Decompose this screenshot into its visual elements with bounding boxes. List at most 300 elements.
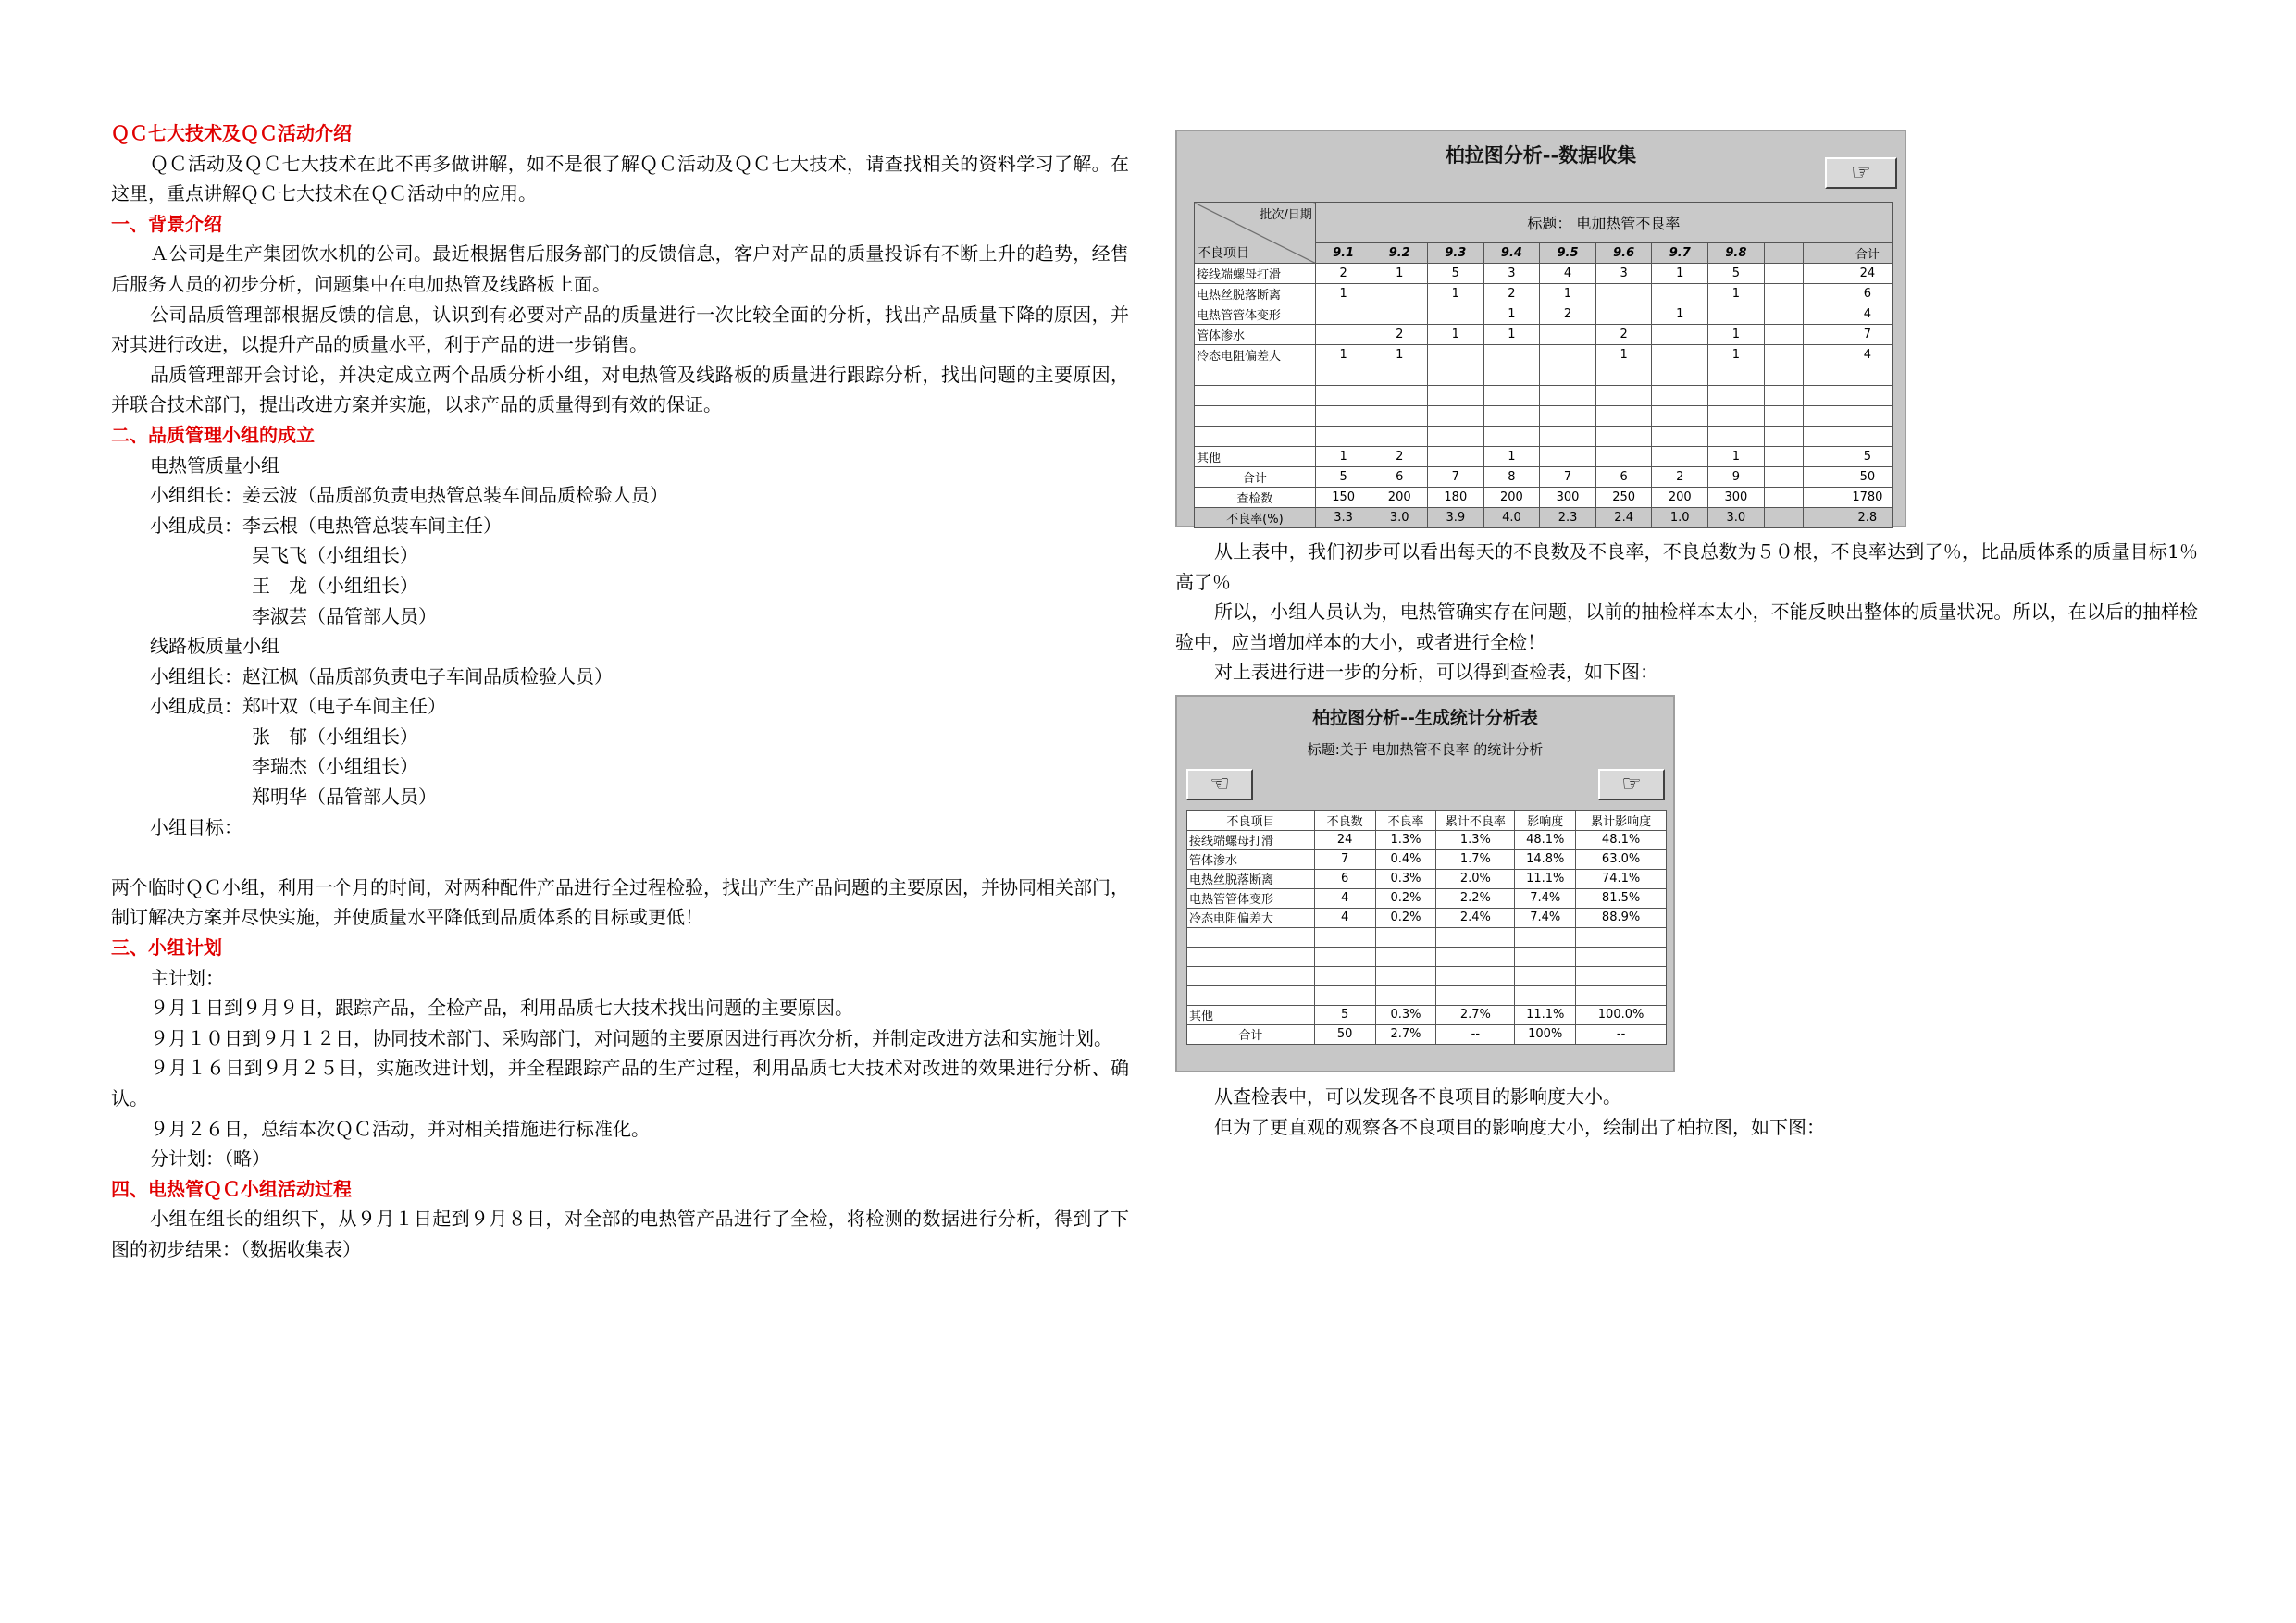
table-cell [1652, 325, 1708, 345]
corner-bottom-label: 不良项目 [1198, 246, 1249, 261]
table-cell: 3 [1595, 264, 1652, 284]
table-cell [1804, 325, 1843, 345]
table-cell: 7.4% [1515, 888, 1576, 908]
row-label-cell: 电热丝脱落断离 [1195, 284, 1316, 304]
table-cell: 81.5% [1576, 888, 1667, 908]
table-row [1187, 1005, 1667, 1024]
statistics-title: 柏拉图分析--生成统计分析表 [1312, 707, 1538, 728]
pointing-hand-right-icon: ☞ [1621, 770, 1642, 797]
table-cell [1515, 966, 1576, 985]
table-cell: 1 [1371, 345, 1428, 365]
row-total-cell [1843, 386, 1892, 406]
row-total-cell: 6 [1843, 284, 1892, 304]
data-collection-table [1194, 202, 1893, 528]
pointing-hand-right-icon: ☞ [1851, 159, 1871, 185]
section-heading-process: 四、电热管ＱＣ小组活动过程 [111, 1177, 352, 1200]
table-cell [1764, 304, 1804, 325]
row-label-cell: 管体渗水 [1187, 849, 1315, 869]
group-1-name: 电热管质量小组 [150, 453, 279, 477]
table-cell: -- [1436, 1024, 1515, 1044]
row-label-cell: 电热丝脱落断离 [1187, 869, 1315, 888]
background-paragraph-3: 品质管理部开会讨论，并决定成立两个品质分析小组，对电热管及线路板的质量进行跟踪分析，找出问题的主要原因，并联合技术部门，提出改进方案并实施，以求产品的质量得到有效的保证。 [111, 363, 1129, 416]
table-cell: 8 [1483, 467, 1540, 488]
table-cell [1652, 284, 1708, 304]
row-label-cell: 查检数 [1195, 488, 1316, 508]
data-collection-title: 柏拉图分析--数据收集 [1445, 144, 1637, 167]
table-cell [1515, 985, 1576, 1005]
table-cell: 2 [1371, 325, 1428, 345]
table-cell [1375, 985, 1436, 1005]
plan-item-4: ９月２６日，总结本次ＱＣ活动，并对相关措施进行标准化。 [150, 1117, 650, 1140]
table-cell [1540, 365, 1596, 386]
row-total-cell: 5 [1843, 447, 1892, 467]
table-cell: 2 [1483, 284, 1540, 304]
column-header: 影响度 [1515, 810, 1576, 830]
table-cell [1804, 386, 1843, 406]
table-cell [1764, 447, 1804, 467]
table-cell: 2.3 [1540, 508, 1596, 528]
table-cell [1595, 406, 1652, 427]
table-cell [1540, 325, 1596, 345]
spacer [111, 842, 1129, 873]
table-cell [1315, 325, 1371, 345]
table-cell: 1 [1708, 284, 1765, 304]
table-cell [1764, 284, 1804, 304]
table-cell: 3 [1483, 264, 1540, 284]
plan-sub-label: 分计划：（略） [150, 1147, 270, 1171]
table-cell: 100.0% [1576, 1005, 1667, 1024]
table-cell: 100% [1515, 1024, 1576, 1044]
analysis-paragraph-3: 对上表进行进一步的分析，可以得到查检表，如下图： [1214, 661, 1658, 684]
table-cell [1314, 927, 1375, 947]
plan-main-label: 主计划： [150, 966, 224, 989]
row-label-cell: 合计 [1195, 467, 1316, 488]
table-cell [1804, 345, 1843, 365]
right-column [1175, 130, 2198, 1142]
table-cell [1371, 386, 1428, 406]
table-cell [1764, 508, 1804, 528]
table-cell [1708, 304, 1765, 325]
table-cell: 6 [1595, 467, 1652, 488]
data-collection-panel [1175, 130, 1906, 527]
table-cell: 4 [1540, 264, 1596, 284]
table-cell: 0.3% [1375, 1005, 1436, 1024]
table-cell: 1 [1315, 345, 1371, 365]
date-header-cell [1804, 243, 1843, 264]
date-header-cell: 9.7 [1652, 243, 1708, 264]
table-cell [1764, 365, 1804, 386]
table-row [1195, 264, 1893, 284]
row-total-cell: 2.8 [1843, 508, 1892, 528]
table-cell [1436, 927, 1515, 947]
table-cell: 48.1% [1576, 830, 1667, 849]
row-total-cell: 4 [1843, 345, 1892, 365]
table-cell: 1 [1371, 264, 1428, 284]
table-cell: 1.3% [1375, 830, 1436, 849]
table-cell [1371, 427, 1428, 447]
corner-top-label: 批次/日期 [1260, 208, 1312, 222]
table-row [1195, 345, 1893, 365]
row-total-cell [1843, 365, 1892, 386]
table-row [1195, 488, 1893, 508]
table-cell [1764, 345, 1804, 365]
corner-cell [1195, 203, 1316, 264]
table-cell [1540, 447, 1596, 467]
table-cell [1652, 427, 1708, 447]
table-row [1187, 888, 1667, 908]
table-cell [1428, 345, 1484, 365]
table-cell [1804, 264, 1843, 284]
table-cell: 2 [1652, 467, 1708, 488]
table-cell [1764, 488, 1804, 508]
table-cell: 1 [1708, 447, 1765, 467]
table-cell [1652, 345, 1708, 365]
table-cell: 4 [1314, 888, 1375, 908]
table-cell: 2.4 [1595, 508, 1652, 528]
table-cell [1804, 508, 1843, 528]
row-label-cell: 管体渗水 [1195, 325, 1316, 345]
group-2-leader: 小组组长：赵江枫（品质部负责电子车间品质检验人员） [150, 664, 613, 688]
table-cell [1764, 264, 1804, 284]
table-cell: 1.3% [1436, 830, 1515, 849]
table-cell: 6 [1371, 467, 1428, 488]
table-cell: 1 [1315, 284, 1371, 304]
goal-label: 小组目标： [150, 815, 242, 838]
table-cell [1314, 985, 1375, 1005]
date-header-cell: 9.2 [1371, 243, 1428, 264]
group-1-leader: 小组组长：姜云波（品质部负责电热管总装车间品质检验人员） [150, 484, 668, 507]
table-cell: 5 [1428, 264, 1484, 284]
plan-item-1: ９月１日到９月９日，跟踪产品，全检产品，利用品质七大技术找出问题的主要原因。 [150, 997, 853, 1020]
table-cell [1428, 447, 1484, 467]
table-cell: 6 [1314, 869, 1375, 888]
row-label-cell [1187, 927, 1315, 947]
table-cell [1576, 947, 1667, 966]
document-title: ＱＣ七大技术及ＱＣ活动介绍 [111, 122, 352, 144]
table-cell [1708, 386, 1765, 406]
table-row [1195, 427, 1893, 447]
row-label-cell: 接线端螺母打滑 [1195, 264, 1316, 284]
previous-page-button[interactable] [1186, 769, 1253, 800]
table-cell: 0.3% [1375, 869, 1436, 888]
table-cell: 200 [1371, 488, 1428, 508]
table-cell: -- [1576, 1024, 1667, 1044]
table-cell: 0.2% [1375, 908, 1436, 927]
row-label-cell [1187, 985, 1315, 1005]
table-cell: 48.1% [1515, 830, 1576, 849]
table-cell: 2 [1371, 447, 1428, 467]
statistics-panel [1175, 695, 1675, 1072]
table-row [1195, 304, 1893, 325]
table-cell: 1 [1483, 325, 1540, 345]
table-cell [1540, 345, 1596, 365]
group-1-member: 小组成员：李云根（电热管总装车间主任） [150, 514, 502, 537]
statistics-table [1186, 810, 1667, 1045]
table-cell: 2.4% [1436, 908, 1515, 927]
table-cell: 1 [1540, 284, 1596, 304]
table-cell: 1 [1315, 447, 1371, 467]
table-cell: 7.4% [1515, 908, 1576, 927]
table-cell: 50 [1314, 1024, 1375, 1044]
table-cell: 1 [1652, 264, 1708, 284]
background-paragraph-1: Ａ公司是生产集团饮水机的公司。最近根据售后服务部门的反馈信息，客户对产品的质量投诉有不断上升的趋势，经售后服务人员的初步分析，问题集中在电加热管及线路板上面。 [111, 242, 1129, 295]
table-cell: 74.1% [1576, 869, 1667, 888]
table-cell: 150 [1315, 488, 1371, 508]
table-row [1187, 927, 1667, 947]
table-cell: 1 [1428, 325, 1484, 345]
row-total-cell [1843, 406, 1892, 427]
table-row [1187, 908, 1667, 927]
table-cell: 3.0 [1708, 508, 1765, 528]
table-cell [1515, 927, 1576, 947]
table-cell: 5 [1315, 467, 1371, 488]
table-cell [1595, 447, 1652, 467]
table-cell: 1 [1708, 325, 1765, 345]
date-header-cell: 9.8 [1708, 243, 1765, 264]
row-total-cell: 4 [1843, 304, 1892, 325]
table-cell: 3.3 [1315, 508, 1371, 528]
table-cell: 1 [1483, 304, 1540, 325]
column-header: 不良率 [1375, 810, 1436, 830]
table-cell: 2.7% [1375, 1024, 1436, 1044]
date-header-cell [1764, 243, 1804, 264]
date-header-cell: 9.6 [1595, 243, 1652, 264]
date-header-cell: 9.4 [1483, 243, 1540, 264]
table-cell: 1 [1428, 284, 1484, 304]
row-total-cell: 24 [1843, 264, 1892, 284]
total-header-cell: 合计 [1843, 243, 1892, 264]
table-cell: 11.1% [1515, 869, 1576, 888]
table-row [1187, 985, 1667, 1005]
table-cell [1595, 386, 1652, 406]
table-header-row [1195, 203, 1893, 243]
table-cell: 5 [1314, 1005, 1375, 1024]
table-cell [1804, 427, 1843, 447]
table-cell [1652, 406, 1708, 427]
group-1-member: 吴飞飞（小组组长） [252, 544, 418, 567]
table-cell [1315, 304, 1371, 325]
table-cell [1595, 365, 1652, 386]
spacer [1175, 688, 2198, 695]
table-cell [1708, 427, 1765, 447]
table-cell: 14.8% [1515, 849, 1576, 869]
table-cell [1515, 947, 1576, 966]
column-header: 不良数 [1314, 810, 1375, 830]
table-cell [1483, 406, 1540, 427]
table-cell: 1 [1483, 447, 1540, 467]
table-cell: 88.9% [1576, 908, 1667, 927]
analysis-paragraph-1: 从上表中，我们初步可以看出每天的不良数及不良率，不良总数为５０根，不良率达到了％，比品质体系的质量目标1％高了％ [1175, 540, 2198, 593]
row-label-cell [1187, 947, 1315, 966]
table-cell [1652, 365, 1708, 386]
analysis-paragraph-2: 所以，小组人员认为，电热管确实存在问题，以前的抽检样本太小，不能反映出整体的质量状况。所以，在以后的抽样检验中，应当增加样本的大小，或者进行全检！ [1175, 601, 2198, 653]
table-row [1187, 849, 1667, 869]
table-cell: 3.0 [1371, 508, 1428, 528]
row-total-cell: 1780 [1843, 488, 1892, 508]
table-cell: 0.2% [1375, 888, 1436, 908]
table-cell: 7 [1428, 467, 1484, 488]
row-label-cell: 其他 [1195, 447, 1316, 467]
table-cell [1375, 927, 1436, 947]
date-header-cell: 9.1 [1315, 243, 1371, 264]
table-cell [1764, 427, 1804, 447]
table-cell [1540, 386, 1596, 406]
section-heading-team: 二、品质管理小组的成立 [111, 423, 315, 446]
table-cell [1436, 985, 1515, 1005]
table-cell [1804, 488, 1843, 508]
plan-item-2: ９月１０日到９月１２日，协同技术部门、采购部门，对问题的主要原因进行再次分析，并制定改进方法和实施计划。 [150, 1026, 1112, 1049]
table-row [1195, 365, 1893, 386]
table-cell: 9 [1708, 467, 1765, 488]
table-cell: 2 [1595, 325, 1652, 345]
group-1-member: 王 龙（小组组长） [252, 574, 418, 597]
table-cell [1595, 304, 1652, 325]
table-row [1187, 869, 1667, 888]
group-2-member: 张 郁（小组组长） [252, 725, 418, 748]
plan-item-3: ９月１６日到９月２５日，实施改进计划，并全程跟踪产品的生产过程，利用品质七大技术对改进的效果进行分析、确认。 [111, 1057, 1129, 1109]
row-label-cell: 电热管管体变形 [1195, 304, 1316, 325]
table-cell: 1 [1708, 345, 1765, 365]
table-row [1187, 1024, 1667, 1044]
intro-paragraph: ＱＣ活动及ＱＣ七大技术在此不再多做讲解，如不是很了解ＱＣ活动及ＱＣ七大技术，请查找相关的资料学习了解。在这里，重点讲解ＱＣ七大技术在ＱＣ活动中的应用。 [111, 152, 1129, 205]
table-cell: 200 [1652, 488, 1708, 508]
row-label-cell [1195, 406, 1316, 427]
group-2-member: 郑明华（品管部人员） [252, 786, 437, 809]
row-label-cell: 冷态电阻偏差大 [1187, 908, 1315, 927]
table-cell: 1 [1652, 304, 1708, 325]
process-paragraph: 小组在组长的组织下，从９月１日起到９月８日，对全部的电热管产品进行了全检，将检测的数据进行分析，得到了下图的初步结果：（数据收集表） [111, 1208, 1129, 1260]
table-cell [1371, 365, 1428, 386]
section-heading-background: 一、背景介绍 [111, 212, 222, 235]
section-heading-plan: 三、小组计划 [111, 936, 222, 960]
table-cell: 7 [1314, 849, 1375, 869]
background-paragraph-2: 公司品质管理部根据反馈的信息，认识到有必要对产品的质量进行一次比较全面的分析，找出产品质量下降的原因，并对其进行改进，以提升产品的质量水平，利于产品的进一步销售。 [111, 303, 1129, 356]
date-header-cell: 9.3 [1428, 243, 1484, 264]
table-cell [1576, 985, 1667, 1005]
table-cell [1371, 304, 1428, 325]
table-cell: 1 [1595, 345, 1652, 365]
spacer [1175, 1072, 2198, 1082]
row-total-cell [1843, 427, 1892, 447]
analysis-paragraph-4: 从查检表中，可以发现各不良项目的影响度大小。 [1214, 1084, 1621, 1108]
spacer [1175, 527, 2198, 537]
table-row [1187, 966, 1667, 985]
table-cell [1315, 386, 1371, 406]
table-row [1195, 406, 1893, 427]
table-cell [1804, 365, 1843, 386]
table-cell [1436, 966, 1515, 985]
column-header: 累计不良率 [1436, 810, 1515, 830]
table-cell [1652, 386, 1708, 406]
table-row [1187, 947, 1667, 966]
table-cell [1314, 947, 1375, 966]
table-cell: 2.2% [1436, 888, 1515, 908]
left-column [111, 118, 1129, 1265]
table-cell [1576, 927, 1667, 947]
row-label-cell [1195, 427, 1316, 447]
table-cell: 250 [1595, 488, 1652, 508]
column-header: 不良项目 [1187, 810, 1315, 830]
table-row [1195, 447, 1893, 467]
row-label-cell: 冷态电阻偏差大 [1195, 345, 1316, 365]
table-cell [1764, 386, 1804, 406]
table-cell [1375, 966, 1436, 985]
table-cell [1804, 447, 1843, 467]
table-cell [1804, 284, 1843, 304]
group-1-member: 李淑芸（品管部人员） [252, 604, 437, 627]
table-cell [1428, 427, 1484, 447]
table-cell: 24 [1314, 830, 1375, 849]
table-cell [1483, 386, 1540, 406]
table-cell [1436, 947, 1515, 966]
table-cell [1428, 386, 1484, 406]
next-page-button[interactable] [1598, 769, 1665, 800]
table-cell [1595, 427, 1652, 447]
table-cell [1371, 284, 1428, 304]
table-cell: 200 [1483, 488, 1540, 508]
row-label-cell: 接线端螺母打滑 [1187, 830, 1315, 849]
table-cell: 4 [1314, 908, 1375, 927]
table-cell [1652, 447, 1708, 467]
table-cell: 63.0% [1576, 849, 1667, 869]
table-row [1195, 325, 1893, 345]
table-cell [1708, 406, 1765, 427]
table-cell: 0.4% [1375, 849, 1436, 869]
table-row [1195, 467, 1893, 488]
table-cell [1764, 406, 1804, 427]
column-header: 累计影响度 [1576, 810, 1667, 830]
row-label-cell [1195, 365, 1316, 386]
pointing-hand-left-icon: ☜ [1210, 770, 1230, 797]
table-row [1195, 508, 1893, 528]
table-cell: 180 [1428, 488, 1484, 508]
table-cell: 1.7% [1436, 849, 1515, 869]
group-2-member: 李瑞杰（小组组长） [252, 755, 418, 778]
table-cell [1483, 365, 1540, 386]
row-label-cell: 电热管管体变形 [1187, 888, 1315, 908]
table-row [1195, 386, 1893, 406]
table-cell [1540, 406, 1596, 427]
table-cell [1375, 947, 1436, 966]
table-cell [1315, 365, 1371, 386]
table-cell [1708, 365, 1765, 386]
table-subtitle: 标题： 电加热管不良率 [1315, 203, 1892, 243]
table-cell: 1.0 [1652, 508, 1708, 528]
row-total-cell: 7 [1843, 325, 1892, 345]
goal-paragraph: 两个临时ＱＣ小组，利用一个月的时间，对两种配件产品进行全过程检验，找出产生产品问题的主要原因，并协同相关部门，制订解决方案并尽快实施，并使质量水平降低到品质体系的目标或更低！ [111, 875, 1129, 929]
next-page-button[interactable] [1825, 157, 1897, 189]
group-2-name: 线路板质量小组 [150, 635, 279, 658]
row-label-cell [1195, 386, 1316, 406]
table-cell [1540, 427, 1596, 447]
table-cell: 5 [1708, 264, 1765, 284]
table-cell [1315, 427, 1371, 447]
table-header-row [1187, 810, 1667, 830]
row-label-cell: 合计 [1187, 1024, 1315, 1044]
table-cell [1428, 304, 1484, 325]
table-cell: 3.9 [1428, 508, 1484, 528]
table-cell [1595, 284, 1652, 304]
table-cell [1764, 325, 1804, 345]
table-cell [1483, 427, 1540, 447]
table-cell [1804, 467, 1843, 488]
table-cell [1428, 365, 1484, 386]
table-cell [1804, 304, 1843, 325]
table-cell [1371, 406, 1428, 427]
table-cell [1428, 406, 1484, 427]
group-2-member: 小组成员：郑叶双（电子车间主任） [150, 695, 446, 718]
table-cell [1764, 467, 1804, 488]
